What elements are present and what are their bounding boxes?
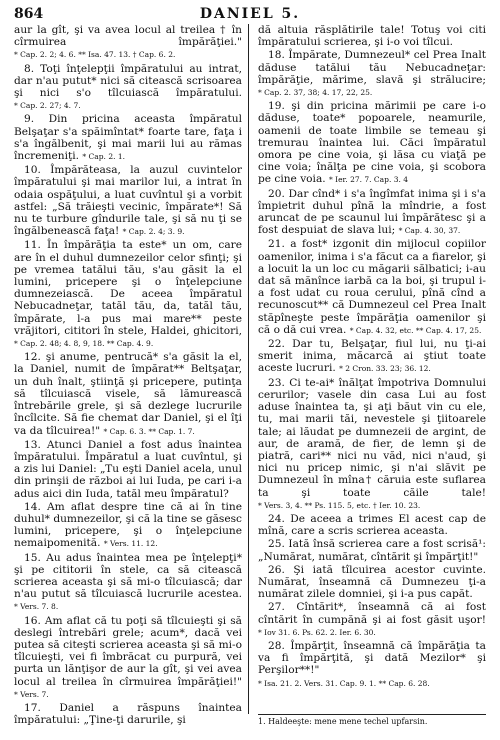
verse-paragraph [258, 188, 486, 238]
cross-reference: * Vers. 7. 8. [14, 602, 59, 612]
verse-text: 23. Ci te-ai* înălţat împotriva Domnului cerurilor; vasele din casa Lui au fost aduse înaintea ta, şi aţi băut vin cu ele, tu, mai marii tăi, nevestele şi ţiitoarele tale; ai lăudat pe dumnezeii de argint, de aur, de aramă, de fier, de lemn şi de piatră, cari** nici nu văd, nici n'aud, şi nici nu pricep nimic, şi n'ai slăvit pe Dumnezeul în mîna† căruia este suflarea ta şi toate căile tale! [258, 376, 486, 499]
verse-text: 13. Atunci Daniel a fost adus înaintea împăratului. Împăratul a luat cuvîntul, şi a zis lui Daniel: „Tu eşti Daniel acela, unul din prinşii de război ai lui Iuda, pe cari i-a adus aici din Iuda, tatăl meu împăratul? [14, 438, 242, 500]
verse-text: 10. Împărăteasa, la auzul cuvintelor împăratului şi mai marilor lui, a intrat în odaia ospăţului, a luat cuvîntul şi a vorbit astfel: „Să trăieşti vecinic, împărate*! Să nu te turbure gîndurile tale, şi să nu ţi se îngălbenească faţa! [14, 164, 242, 238]
cross-reference: * Cap. 2. 48; 4. 8, 9, 18. ** Cap. 4. 9. [14, 339, 154, 349]
verse-paragraph [258, 100, 486, 186]
verse-paragraph [14, 63, 242, 113]
cross-reference: * Cap. 6. 3. ** Cap. 1. 7. [103, 426, 195, 436]
cross-reference: * Cap. 4. 32, etc. ** Cap. 4. 17, 25. [349, 325, 482, 335]
verse-text: 24. De aceea a trimes El acest cap de mînă, care a scris scrierea aceasta. [258, 512, 486, 538]
verse-text: 14. Am aflat despre tine că ai în tine duhul* dumnezeilor, şi că la tine se găsesc lumini, pricepere, şi o înţelepciune nemaipomenită. [14, 500, 242, 550]
verse-text: dă altuia răsplătirile tale! Totuş voi citi împăratului scrierea, şi i-o voi tîlcui. [258, 24, 486, 49]
cross-reference: * 2 Cron. 33. 23; 36. 12. [339, 364, 431, 374]
verse-paragraph [258, 238, 486, 337]
verse-text: 22. Dar tu, Belşaţar, fiul lui, nu ţi-ai smerit inima, măcarcă ai ştiut toate aceste lucruri. [258, 338, 486, 375]
verse-text: 27. Cîntărit*, înseamnă că ai fost cîntărit în cumpănă şi ai fost găsit uşor! [258, 601, 486, 626]
verse-paragraph [14, 552, 242, 614]
running-title: DANIEL 5. [199, 6, 301, 22]
cross-reference: * Cap. 2. 4; 3. 9. [122, 227, 185, 237]
footnote: 1. Haldeeşte: mene mene techel upfarsin. [258, 717, 428, 726]
cross-reference: * Cap. 2. 1. [82, 152, 126, 162]
cross-reference: * Iov 31. 6. Ps. 62. 2. Ier. 6. 30. [258, 627, 376, 637]
page-header [14, 6, 486, 26]
column-divider [248, 24, 249, 714]
cross-reference: * Ier. 27. 7. Cap. 3. 4 [329, 175, 409, 185]
verse-text: 16. Am aflat că tu poţi să tîlcuieşti şi să deslegi întrebări grele; acum*, dacă vei putea să citeşti scrierea aceasta şi să mi-o tîlcuieşti, vei fi îmbrăcat cu purpură, vei purta un lănţişor de aur la gît, şi vei avea locul al treilea în cîrmuirea împărăţiei!" [14, 614, 242, 688]
left-column [14, 24, 242, 727]
verse-paragraph [14, 164, 242, 238]
verse-paragraph [14, 501, 242, 551]
verse-text: 12. şi anume, pentrucă* s'a găsit la el, la Daniel, numit de împărat** Beltşaţar, un duh înalt, ştiinţă şi pricepere, putinţa să tîlcuiască visele, să lămurească întrebările grele, şi să dezlege lucrurile încîlcite. Să fie chemat dar Daniel, şi el îţi va da tîlcuirea!" [14, 351, 242, 437]
verse-paragraph [14, 113, 242, 163]
verse-paragraph [258, 377, 486, 512]
verse-text: 25. Iată însă scrierea care a fost scrisă¹: „Numărat, numărat, cîntărit şi împărţit!" [258, 538, 486, 563]
verse-paragraph [258, 24, 486, 48]
right-column [258, 24, 486, 691]
verse-text: 8. Toţi înţelepţii împăratului au intrat, dar n'au putut* nici să citească scrisoarea şi nici s'o tîlcuiască împăratului. [14, 62, 242, 100]
verse-paragraph [258, 538, 486, 562]
verse-paragraph [258, 601, 486, 639]
verse-paragraph [14, 615, 242, 701]
cross-reference: * Vers. 3, 4. ** Ps. 115. 5, etc. † Ier. 10. 23. [258, 500, 421, 510]
cross-reference: * Vers. 11. 12. [103, 539, 158, 549]
verse-paragraph [14, 24, 242, 62]
footnote-rule [258, 714, 486, 715]
verse-text: 18. Împărate, Dumnezeul* cel Prea Inalt dăduse tatălui tău Nebucadneţar: împărăţie, mărime, slavă şi strălucire; [258, 49, 486, 86]
verse-paragraph [14, 351, 242, 437]
verse-paragraph [14, 439, 242, 500]
verse-paragraph [258, 640, 486, 690]
verse-paragraph [14, 239, 242, 350]
cross-reference: * Isa. 21. 2. Vers. 31. Cap. 9. 1. ** Cap. 6. 28. [258, 678, 430, 688]
cross-reference: * Cap. 4. 30, 37. [398, 226, 461, 236]
cross-reference: * Cap. 2. 27; 4. 7. [14, 101, 81, 111]
verse-paragraph [258, 513, 486, 537]
verse-text: 21. a fost* izgonit din mijlocul copiilor oamenilor, inima i s'a făcut ca a fiarelor, şi a locuit la un loc cu măgarii sălbatici; i-au dat să mănînce iarbă ca la boi, şi trupul i-a fost udat cu roua cerului, pînă cînd a recunoscut** că Dumnezeul cel Prea Inalt stăpîneşte peste împărăţia oamenilor şi că o dă cui vrea. [258, 238, 486, 336]
cross-reference: * Cap. 2. 2; 4. 6. ** Isa. 47. 13. † Cap. 6. 2. [14, 50, 176, 60]
verse-text: 19. şi din pricina mărimii pe care i-o dăduse, toate* popoarele, neamurile, oamenii de toate limbile se temeau şi tremurau înaintea lui. Căci împăratul omora pe cine voia, şi lăsa cu viaţă pe cine voia; înălţa pe cine voia, şi scobora pe cine voia. [258, 100, 486, 186]
page-number: 864 [14, 6, 44, 22]
verse-text: 15. Au adus înaintea mea pe înţelepţi* şi pe cititorii în stele, ca să citească scrierea aceasta şi să mi-o tîlcuiască; dar n'au putut să tîlcuiască lucrurile acestea. [14, 551, 242, 601]
verse-paragraph [14, 702, 242, 726]
verse-text: 26. Şi iată tîlcuirea acestor cuvinte. Numărat, înseamnă că Dumnezeu ţi-a numărat zilele domniei, şi i-a pus capăt. [258, 563, 486, 601]
cross-reference: * Cap. 2. 37, 38; 4. 17, 22, 25. [258, 88, 373, 98]
verse-text: 9. Din pricina aceasta împăratul Belşaţar s'a spăimîntat* foarte tare, faţa i s'a îngălbenit, şi mai marii lui au rămas încremeniţi. [14, 113, 242, 163]
verse-paragraph [258, 338, 486, 376]
verse-paragraph [258, 49, 486, 99]
verse-text: 28. Împărţit, înseamnă că împărăţia ta va fi împărţită, şi dată Mezilor* şi Perşilor**!" [258, 639, 486, 677]
verse-text: 20. Dar cînd* i s'a îngîmfat inima şi i s'a împietrit duhul pînă la mîndrie, a fost aruncat de pe scaunul lui împărătesc şi a fost despuiat de slava lui; [258, 187, 486, 237]
cross-reference: * Vers. 7. [14, 689, 49, 699]
verse-text: 11. În împărăţia ta este* un om, care are în el duhul dumnezeilor celor sfinţi; şi pe vremea tatălui tău, s'au găsit la el lumini, pricepere şi o înţelepciune dumnezeiască. De aceea împăratul Nebucadneţar, tatăl tău, da, tatăl tău, împărate, l-a pus mai mare** peste vrăjitori, cititori în stele, Haldei, ghicitori, [14, 239, 242, 337]
verse-text: aur la gît, şi va avea locul al treilea † în cîrmuirea împărăţiei." [14, 24, 242, 49]
verse-paragraph [258, 564, 486, 601]
verse-text: 17. Daniel a răspuns înaintea împăratului: „Ţine-ţi darurile, şi [14, 701, 242, 727]
